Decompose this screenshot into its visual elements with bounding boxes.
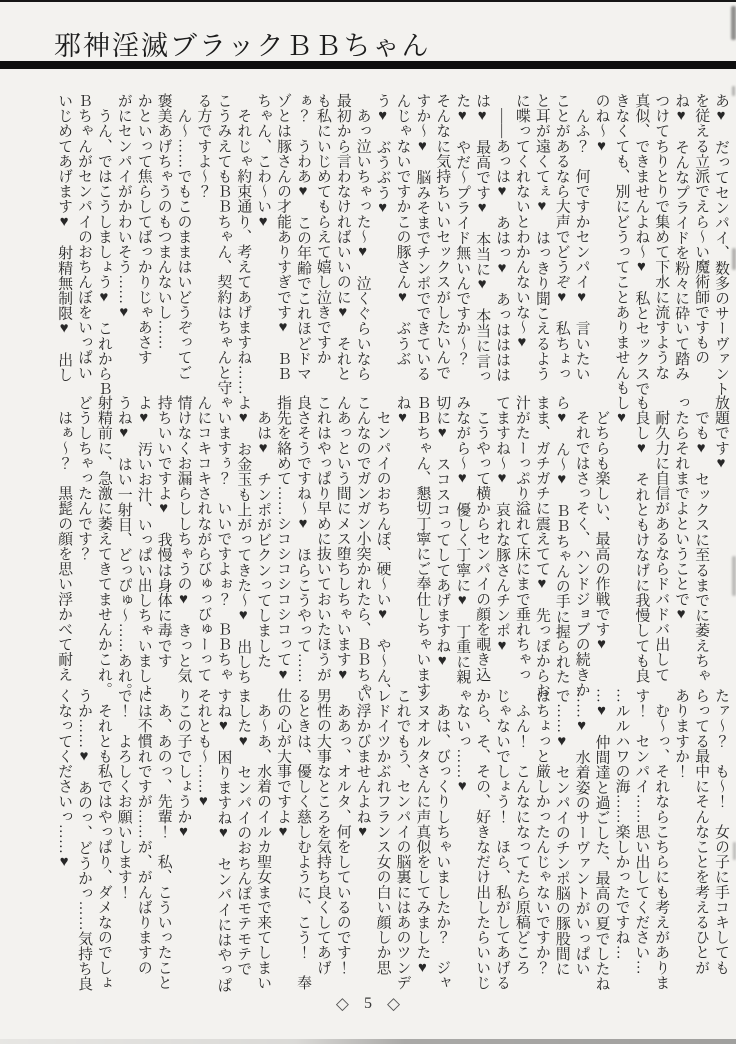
text-column: んじゃないですかこの豚さん♥ ぶうぶ (394, 93, 411, 366)
text-column: まま、ガチガチに震えてて♥ 先っぽからお (533, 395, 550, 699)
text-column: のね～♥ (593, 93, 610, 155)
text-column: い浮かびませんよね♥ (354, 688, 371, 841)
text-column: る方ですよ～？ (195, 93, 212, 199)
page-title: 邪神淫滅ブラックＢＢちゃん (54, 31, 431, 61)
text-column: それではさっそく、ハンドジョブの続きか (573, 395, 590, 697)
text-column: かといって焦らしてばっかりじゃあさす (135, 93, 152, 365)
page-footer (0, 994, 736, 1014)
text-column: 情けなくお漏らししちゃうの♥ きっと気 (175, 395, 192, 684)
scan-smudge (731, 6, 736, 40)
scan-smudge (732, 556, 736, 596)
text-column: ふん！ こんなになってたら原稿どころ (513, 688, 530, 975)
scan-top-edge (0, 0, 736, 2)
text-column: らってる最中にそんなことを考えるひとが (693, 688, 710, 975)
text-column: 指先を絡めて……シコシコシコシコって♥ (275, 395, 292, 684)
text-column: ったらそれまでよということで♥ (673, 395, 690, 623)
text-column: 耐久力に自信があるならドバドバ出して (653, 395, 670, 682)
text-column: こうみえてもＢＢちゃん、契約はちゃんと守 (215, 93, 232, 395)
text-column: いじめてあげます♥ 射精無制限♥ 出し (56, 93, 73, 383)
text-block-3 (53, 688, 730, 993)
text-column: 汁がたーっぷり溢れて床にまで垂れちゃっ (513, 395, 530, 682)
text-column: レドイツかぶれフランス女の白い顔しか思 (374, 688, 391, 975)
text-column: んふ？ 何ですかセンパイ♥ 言いたい (573, 93, 590, 382)
text-column: には不慣れですが……が、がんばりますの (135, 688, 152, 975)
text-column: あっ泣いちゃった～♥ 泣くぐらいなら (354, 93, 371, 382)
text-column: じゃないでしょう！ ほら、私がしてあげる (494, 688, 511, 990)
text-column: う♥ ぶうぶう♥ (374, 93, 391, 217)
text-column: 放題です♥ (713, 395, 729, 472)
text-column: こうやって横からセンパイの顔を覗き込 (474, 395, 491, 682)
text-column: も私にいじめてもらえて嬉し泣きですか (314, 93, 331, 365)
text-column: で！ よろしくお願いします！ (115, 688, 132, 900)
text-column: し♥ (613, 395, 630, 427)
text-column: 切に♥ スコスコってしてあげますね♥ (434, 395, 451, 670)
text-column: ゃいますぅ？ いいですよぉ？ ＢＢちゃ (215, 395, 232, 682)
text-column: みながら～♥ 優しく丁寧に♥ 丁重に親 (454, 395, 471, 685)
text-column: よ♥ 汚いお汁、いっぱい出しちゃいましょ (135, 395, 152, 699)
text-column: 良さそうですね～♥ ほらこうやって…… (294, 395, 311, 684)
text-column: それじゃ約束通り、考えてあげますね…… (235, 93, 252, 395)
page-number: 5 (364, 995, 372, 1012)
text-column: …ルルハワの海……楽しかったですね… (613, 688, 630, 960)
text-column: うん、ではこうしましょう♥ これからＢ (95, 93, 112, 397)
text-column: は♥ 最高です♥ 本当に♥ 本当に言っ (474, 93, 491, 384)
text-column: す！ センパイ……思い出してください… (633, 688, 650, 975)
text-column: すね♥ 困りますね♥ センパイにはやっぱ (215, 688, 232, 993)
text-column: はぁ～？ 黒髭の顔を思い浮かべて耐え (56, 395, 73, 682)
text-column: こんなのでガンガン小突かれたら、ＢＢちゃ (354, 395, 371, 697)
text-column: も良し♥ それともけなげに我慢しても良 (633, 395, 650, 684)
text-column: たァ～？ も～！ 女の子に手コキしても (713, 688, 729, 975)
text-column: ぁ？ うわあ♥ この年齢でこれほどドマ (294, 93, 311, 382)
text-column: きなくても、別にどうってことありませんも (613, 93, 630, 395)
text-column: あ♥ だってセンパイ、数多のサーヴァント (713, 93, 729, 397)
text-column: を従える立派でえら～い魔術師ですもの (693, 93, 710, 365)
text-column: で……♥ センパイのチンポ脳の豚股間に (553, 688, 570, 977)
text-column: あは、びっくりしちゃいましたか？ ジャ (434, 688, 451, 990)
text-column: 射精前に、急激に萎えてきてませんかこれ。 (95, 395, 112, 697)
text-column: ね♥ そんなプライドを粉々に砕いて踏み (673, 93, 690, 382)
text-column: んにコキコキされながらびゅっびゅーって (195, 395, 212, 682)
header-rule (0, 61, 736, 69)
text-column: どうしちゃったんです？ (76, 395, 92, 562)
scan-smudge (732, 86, 735, 96)
text-column: ちゃん、こわ～い♥ (255, 93, 272, 231)
text-column: んあっという間にメス堕ちしちゃいます♥ (334, 395, 351, 684)
text-column: センパイのおちんぽ、硬～い♥ や～ん、 (374, 395, 391, 699)
text-column: ああっ、オルタ、何をしているのです！ (334, 688, 351, 975)
text-column: Ｂちゃんがセンパイのおちんぼをいっぱい (76, 93, 92, 380)
text-column: ゃないっ……♥ (454, 688, 471, 795)
text-column: あ～あ、水着のイルカ聖女まで来てしまい (255, 688, 272, 990)
text-column: ました♥ センパイのおちんぽモテモテで (235, 688, 252, 977)
text-column: これはやっぱり早めに抜いておいたほうが (314, 395, 331, 682)
text-column: 真似、できませんよね～♥ 私とセックスで (633, 93, 650, 397)
text-column: でも♥ セックスに至るまでに萎えちゃ (693, 395, 710, 684)
diamond-icon: ◇ (335, 994, 349, 1013)
text-column: るときは、優しく慈しむように、こう！ 奉 (294, 688, 311, 990)
text-column: ――あっは♥ あはっ♥ あっはははは (494, 93, 511, 383)
text-column: それとも私ではやっぱり、ダメなのでしょ (95, 688, 112, 990)
text-column: ら♥ ん～♥ ＢＢちゃんの手に握られた (553, 395, 570, 685)
text-column: それとも～……♥ (195, 688, 212, 810)
scan-smudge (732, 248, 736, 270)
text-column: 褒美あげちゃうのもつまんないし…… (155, 93, 172, 350)
text-column: ……♥ 水着姿のサーヴァントがいっぱい (573, 688, 590, 977)
text-column: そんなに気持ちいいセックスがしたいんで (434, 93, 451, 380)
text-column: よ♥ お金玉も上がってきた～♥ 出しち (235, 395, 252, 685)
text-column: た♥ やだ～プライド無いんですか～？ (454, 93, 471, 366)
text-column: がにセンパイがかわいそう……♥ (115, 93, 132, 321)
text-column: に喋ってくれないとわかんないな～♥ (513, 93, 530, 351)
text-column: ん～……でもこのままはいどうぞってご (175, 93, 192, 380)
text-column: ＢＢちゃん、懇切丁寧にご奉仕しちゃいます (414, 395, 431, 697)
text-column: あ、あのっ、先輩！ 私、こういったこと (155, 688, 172, 990)
text-column: うね♥ はい一射目、どっぴゅ～……あれ。 (115, 395, 132, 699)
text-column: どちらも楽しい、最高の作戦です♥ (593, 395, 610, 653)
text-column: 最初から言わなければいいのに♥ それと (334, 93, 351, 382)
text-column: うか……♥ あのっ、どうかっ……気持ち良 (76, 688, 92, 992)
text-column: すか～♥ 脳みそまでチンポでできている (414, 93, 431, 382)
text-column: む～っ、それならこちらにも考えがありま (653, 688, 670, 990)
text-column: てますね～♥ 哀れな豚さんチンポ♥ (494, 395, 511, 655)
text-column: 持ちいいですよ♥ 我慢は身体に毒です (155, 395, 172, 668)
text-block-2 (53, 395, 730, 699)
text-column: 仕の心が大事ですよ♥ (275, 688, 292, 841)
text-column: ことがあるなら大声でどうぞ♥ 私ちょっ (553, 93, 570, 382)
text-column: あは♥ チンポがビクンってしました (255, 395, 272, 668)
text-column: ンヌオルタさんに声真似をしてみました♥ (414, 688, 431, 977)
text-column: つけてちりとりで集めて下水に流すような (653, 93, 670, 380)
scan-bottom-edge (0, 1039, 736, 1044)
text-column: はちょっと厳しかったんじゃないですか？ (533, 688, 550, 975)
text-column: これでもう、センパイの脳裏にはあのツンデ (394, 688, 411, 990)
text-block-1 (53, 93, 730, 397)
text-column: から、そ、その、好きなだけ出したらいいじ (474, 688, 491, 990)
text-column: ありますか！ (673, 688, 690, 779)
diamond-icon: ◇ (387, 994, 401, 1013)
text-column: ね♥ (394, 395, 411, 427)
text-column: くなってくださいっ……♥ (56, 688, 73, 871)
text-column: ゾとは豚さんの才能ありすぎです♥ ＢＢ (275, 93, 292, 382)
text-column: …♥ 仲間達と過ごした、最高の夏でしたね (593, 688, 610, 992)
text-column: りこの子でしょうか♥ (175, 688, 192, 841)
text-column: 男性の大事なところを気持ち良くしてあげ (314, 688, 331, 975)
text-column: と耳が遠くてぇ♥ はっきり聞こえるよう (533, 93, 550, 382)
